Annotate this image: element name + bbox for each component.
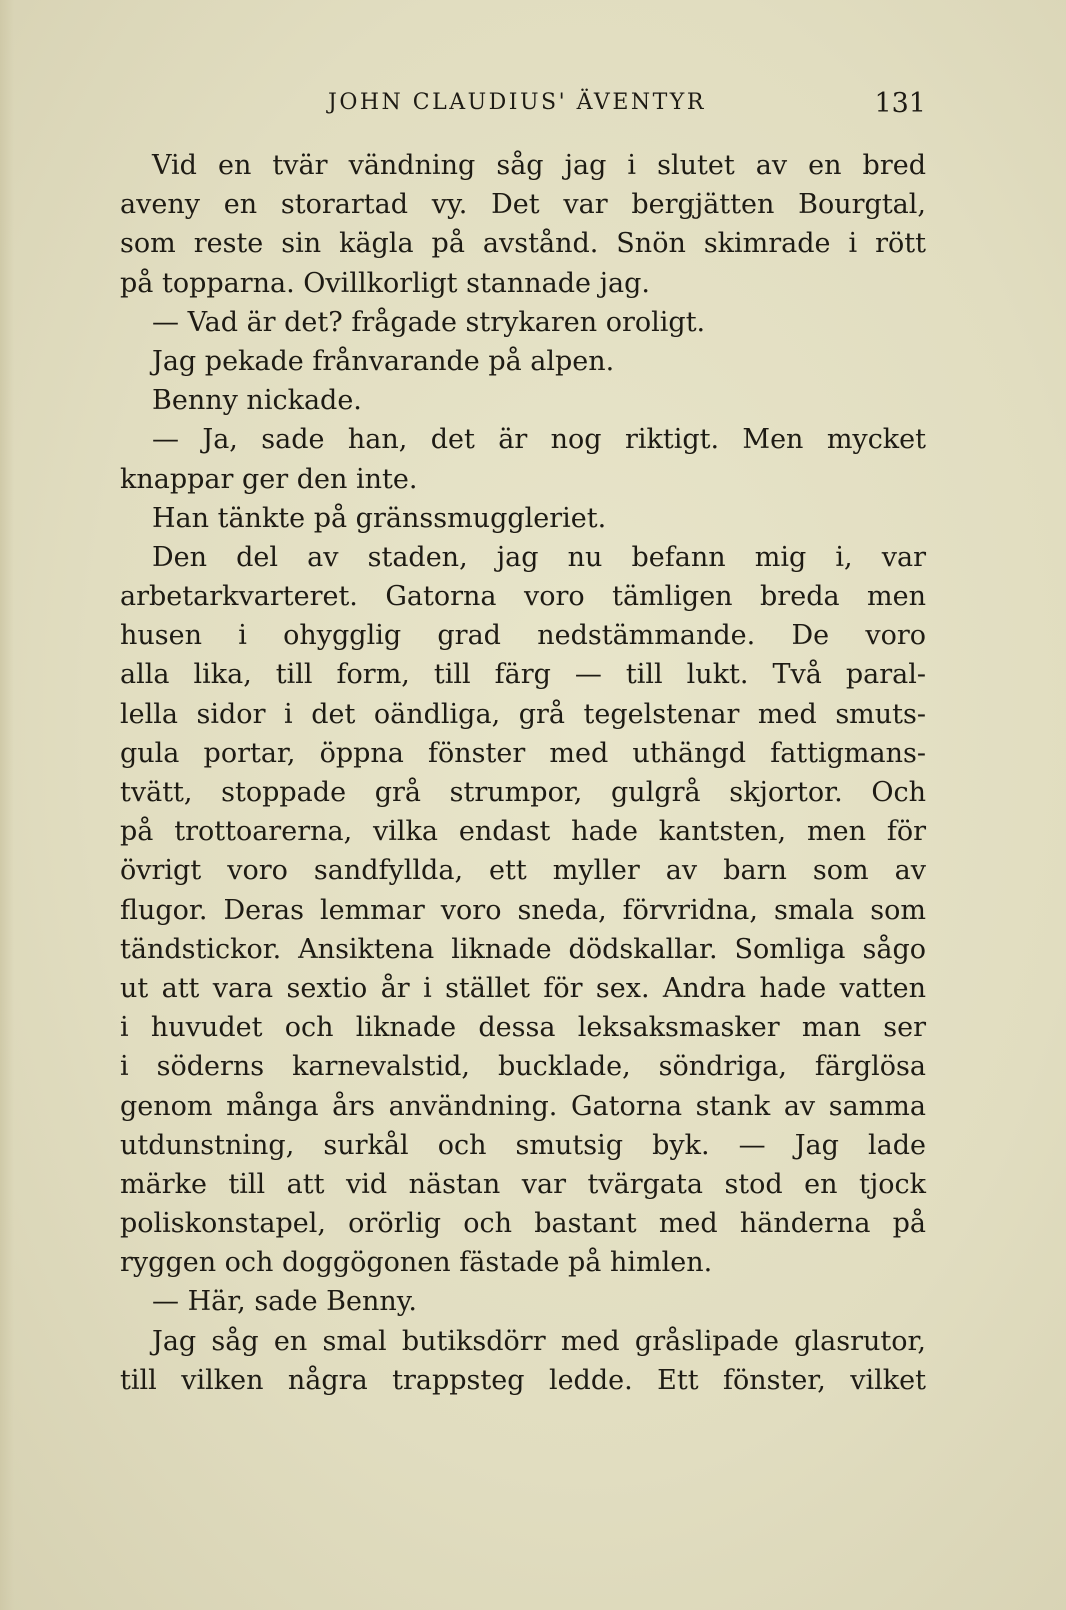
text-line: knappar ger den inte. [120, 463, 418, 495]
text-line: tändstickor. Ansiktena liknade dödskallar. Somliga sågo [120, 933, 926, 965]
text-line: i huvudet och liknade dessa leksaksmasker man ser [120, 1012, 926, 1044]
text-line: Jag pekade frånvarande på alpen. [152, 345, 615, 377]
text-line: flugor. Deras lemmar voro sneda, förvridna, smala som [120, 894, 926, 926]
text-line: övrigt voro sandfyllda, ett myller av barn som av [120, 855, 926, 887]
body-text [120, 146, 926, 1400]
text-line: Jag såg en smal butiksdörr med gråslipade glasrutor, [152, 1325, 926, 1357]
text-line: alla lika, till form, till färg — till lukt. Två paral- [120, 659, 926, 691]
text-line: på trottoarerna, vilka endast hade kantsten, men för [120, 816, 926, 848]
text-line: poliskonstapel, orörlig och bastant med händerna på [120, 1208, 926, 1240]
text-line: till vilken några trappsteg ledde. Ett fönster, vilket [120, 1364, 926, 1396]
text-line: — Här, sade Benny. [152, 1286, 417, 1318]
text-line: aveny en storartad vy. Det var bergjätten Bourgtal, [120, 189, 926, 221]
text-line: gula portar, öppna fönster med uthängd fattigmans- [120, 737, 926, 769]
text-line: — Ja, sade han, det är nog riktigt. Men mycket [152, 424, 926, 456]
text-line: i söderns karnevalstid, bucklade, söndriga, färglösa [120, 1051, 926, 1083]
text-line: tvätt, stoppade grå strumpor, gulgrå skjortor. Och [120, 777, 926, 808]
text-line: som reste sin kägla på avstånd. Snön skimrade i rött [120, 228, 926, 260]
text-line: på topparna. Ovillkorligt stannade jag. [120, 267, 650, 299]
text-line: husen i ohygglig grad nedstämmande. De voro [120, 620, 926, 652]
text-line: Den del av staden, jag nu befann mig i, var [152, 541, 926, 573]
page-number: 131 [874, 88, 926, 119]
text-line: märke till att vid nästan var tvärgata stod en tjock [120, 1168, 926, 1200]
page-edge-shadow [0, 0, 14, 1610]
text-line: — Vad är det? frågade strykaren oroligt. [152, 306, 706, 338]
text-line: arbetarkvarteret. Gatorna voro tämligen breda men [120, 581, 926, 613]
text-line: Benny nickade. [152, 385, 362, 417]
text-line: lella sidor i det oändliga, grå tegelstenar med smuts- [120, 698, 926, 730]
running-head: JOHN CLAUDIUS' ÄVENTYR [328, 90, 706, 115]
text-line: ryggen och doggögonen fästade på himlen. [120, 1247, 713, 1279]
page-header [120, 86, 926, 126]
text-line: genom många års användning. Gatorna stank av samma [120, 1090, 926, 1122]
text-line: Han tänkte på gränssmuggleriet. [152, 502, 607, 534]
text-line: utdunstning, surkål och smutsig byk. — Jag lade [120, 1129, 926, 1161]
text-line: Vid en tvär vändning såg jag i slutet av en bred [152, 150, 926, 181]
text-line: ut att vara sextio år i stället för sex. Andra hade vatten [120, 972, 926, 1004]
